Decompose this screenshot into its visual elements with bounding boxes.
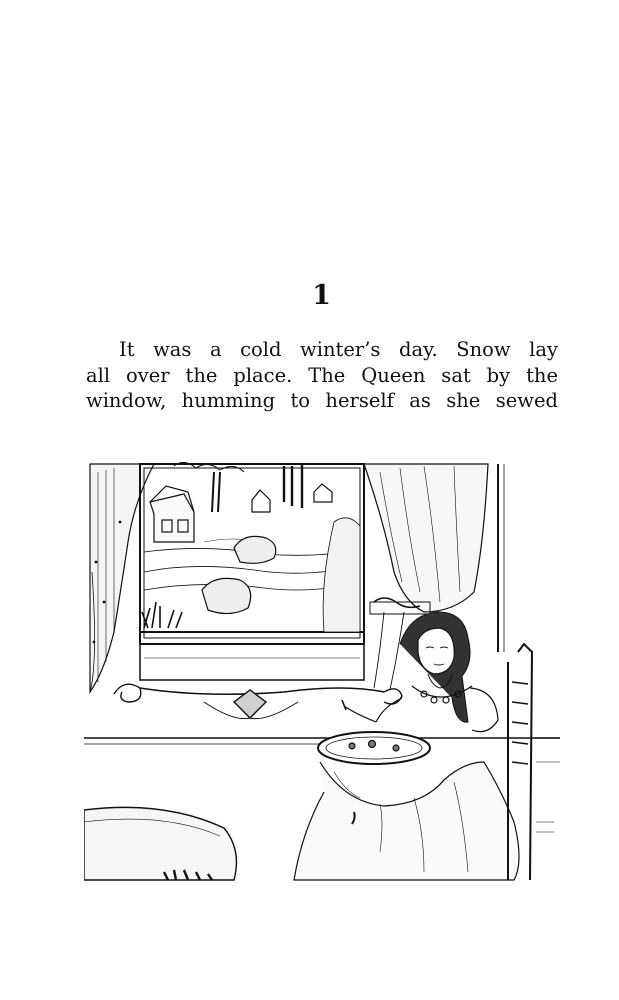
winter-landscape-icon bbox=[142, 462, 360, 632]
chapter-number: 1 bbox=[312, 280, 331, 311]
queen-figure-icon bbox=[294, 612, 532, 880]
paragraph-line-3: window, humming to herself as she sewed bbox=[86, 389, 558, 412]
illustration-queen-sewing bbox=[84, 462, 560, 882]
body-paragraph bbox=[86, 337, 558, 414]
window-sill-scroll-icon bbox=[114, 684, 402, 719]
paragraph-line-1: It was a cold winter’s day. Snow lay bbox=[119, 338, 558, 361]
wall-lines-icon bbox=[534, 738, 560, 832]
round-table-icon bbox=[84, 807, 236, 880]
paragraph-line-2: all over the place. The Queen sat by the bbox=[86, 363, 558, 387]
